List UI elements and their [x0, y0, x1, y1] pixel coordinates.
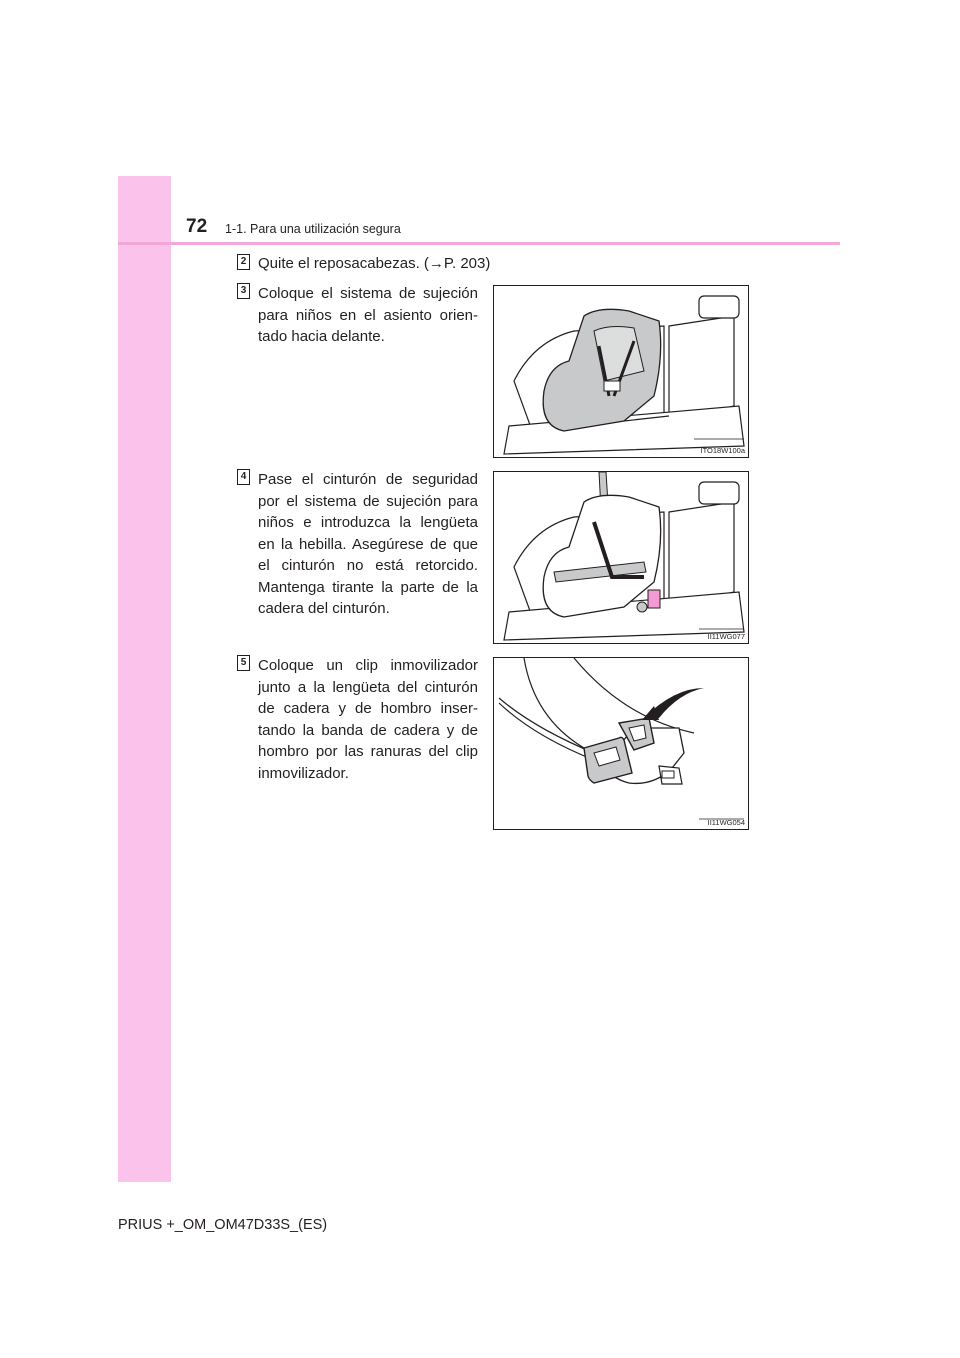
child-seat-illustration [494, 286, 748, 457]
step-text: Pase el cinturón de seguridad por el sistema de sujeción para niños e introduzca la lengüeta en la hebilla. Asegúrese de que el cinturón no está retorcido. Mantenga tirante la parte de la cadera del cinturón. [258, 471, 478, 617]
step-number-badge: 3 [237, 283, 250, 299]
header-rule [118, 242, 840, 245]
document-code: PRIUS +_OM_OM47D33S_(ES) [118, 1217, 328, 1233]
step-number-badge: 5 [237, 655, 250, 671]
page-number: 72 [186, 216, 208, 237]
side-tab [118, 176, 171, 1182]
step-number-badge: 4 [237, 469, 250, 485]
section-title: 1-1. Para una utilización segura [225, 222, 401, 236]
locking-clip-illustration [494, 658, 748, 829]
belt-routing-illustration [494, 472, 748, 643]
figure-code: II11WG054 [707, 818, 745, 827]
figure-belt-routing [493, 471, 749, 644]
figure-code: II11WG077 [707, 632, 745, 641]
figure-locking-clip [493, 657, 749, 830]
figure-code: ITO18W100a [700, 446, 745, 455]
step-number-badge: 2 [237, 254, 250, 270]
step-text: Coloque el sistema de sujeción para niños en el asiento orien-tado hacia delante. [258, 285, 478, 345]
figure-child-seat-on-rear-seat [493, 285, 749, 458]
step-text: Quite el reposacabezas. (→P. 203) [258, 255, 491, 272]
step-text: Coloque un clip inmovilizador junto a la lengüeta del cinturón de cadera y de hombro inser-tando la banda de cadera y de hombro por las ranuras del clip inmovilizador. [258, 657, 478, 782]
